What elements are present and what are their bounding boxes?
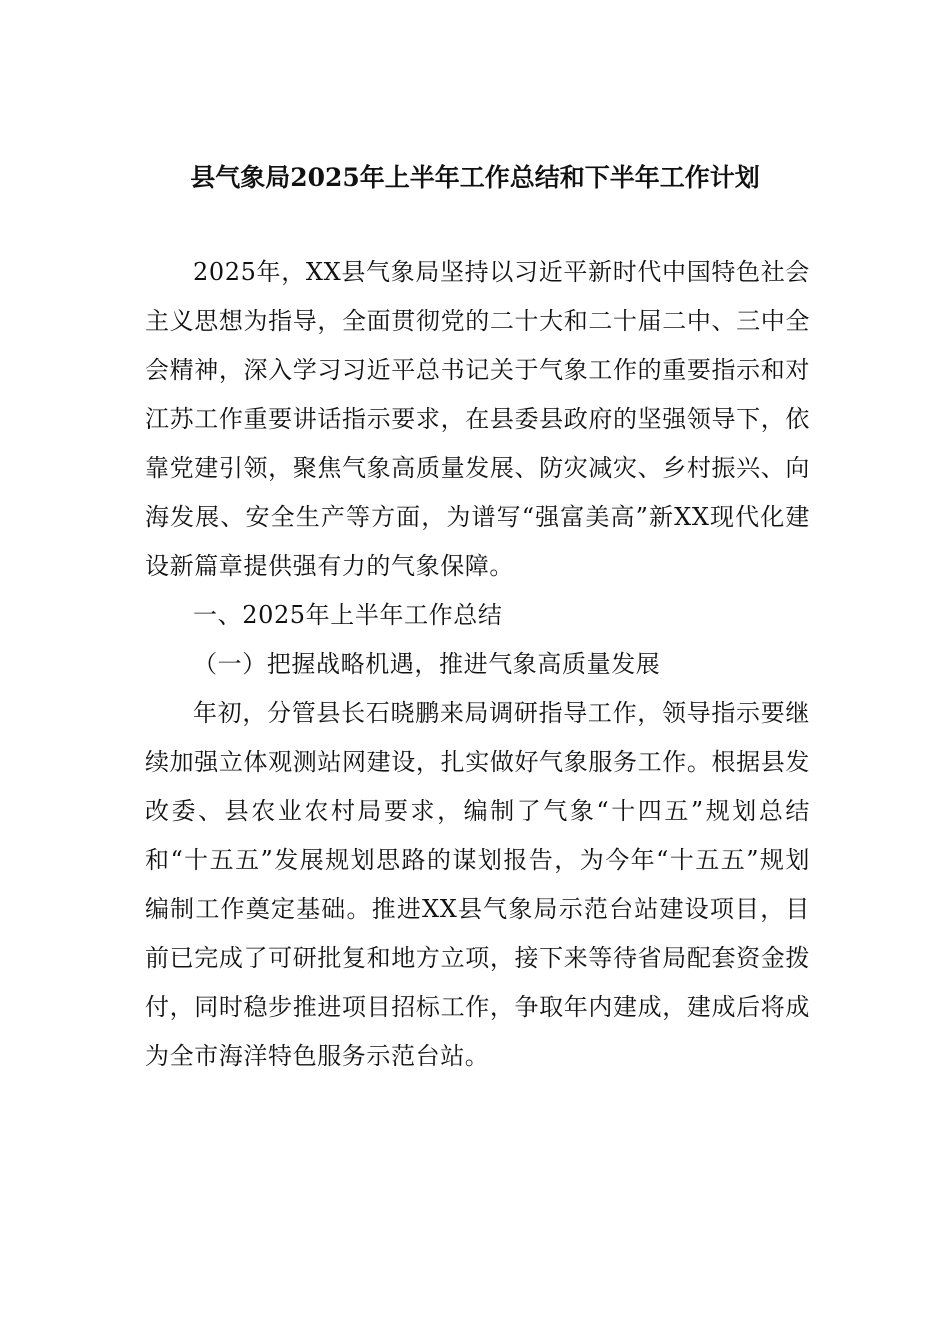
subsection-paragraph: 年初，分管县长石晓鹏来局调研指导工作，领导指示要继续加强立体观测站网建设，扎实做好气象服务工作。根据县发改委、县农业农村局要求，编制了气象“十四五”规划总结和“十五五”发展规划思路的谋划报告，为今年“十五五”规划编制工作奠定基础。推进XX县气象局示范台站建设项目，目前已完成了可研批复和地方立项，接下来等待省局配套资金拨付，同时稳步推进项目招标工作，争取年内建成，建成后将成为全市海洋特色服务示范台站。 xyxy=(145,699,810,1070)
subsection-heading: （一）把握战略机遇，推进气象高质量发展 xyxy=(193,650,661,678)
document-title: 县气象局2025年上半年工作总结和下半年工作计划 xyxy=(190,163,760,192)
intro-paragraph: 2025年，XX县气象局坚持以习近平新时代中国特色社会主义思想为指导，全面贯彻党的二十大和二十届二中、三中全会精神，深入学习习近平总书记关于气象工作的重要指示和对江苏工作重要讲话指示要求，在县委县政府的坚强领导下，依靠党建引领，聚焦气象高质量发展、防灾减灾、乡村振兴、向海发展、安全生产等方面，为谱写“强富美高”新XX现代化建设新篇章提供强有力的气象保障。 xyxy=(145,258,810,580)
section-heading: 一、2025年上半年工作总结 xyxy=(193,601,503,629)
document-body xyxy=(145,248,810,1081)
